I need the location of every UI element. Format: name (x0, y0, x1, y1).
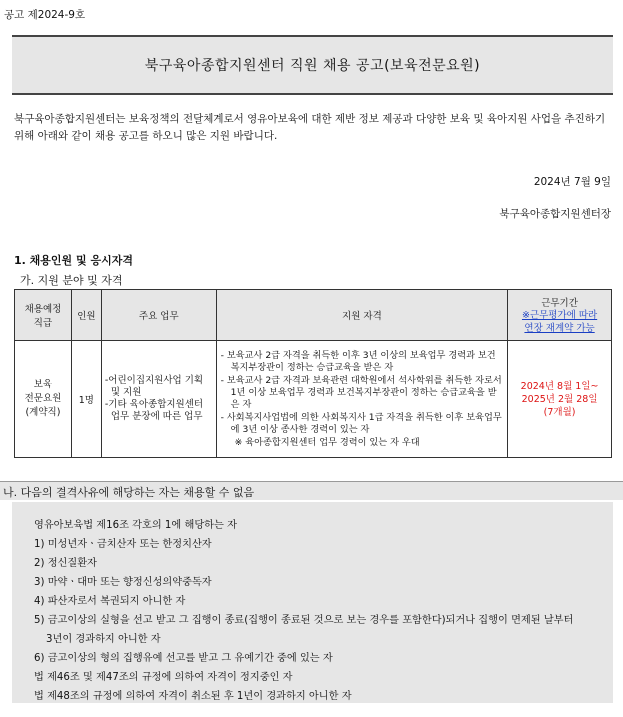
list-item: 5) 금고이상의 실형을 선고 받고 그 집행이 종료(집행이 종료된 것으로 보는 경우를 포함한다)되거나 집행이 면제된 날부터 (34, 615, 574, 626)
list-item: 1) 미성년자ㆍ금치산자 또는 한정치산자 (34, 539, 212, 550)
cell-count: 1명 (71, 341, 101, 458)
cell-position: 보육 전문요원 (계약직) (15, 341, 72, 458)
section1-heading: 1. 채용인원 및 응시자격 (14, 254, 133, 267)
header-qualifications: 지원 자격 (216, 290, 507, 341)
header-period: 근무기간 ※근무평가에 따라 연장 재계약 가능 (508, 290, 612, 341)
list-item: 3년이 경과하지 아니한 자 (46, 634, 161, 645)
issuer-name: 북구육아종합지원센터장 (499, 208, 611, 220)
title-banner (12, 35, 613, 95)
notice-number: 공고 제2024-9호 (4, 9, 86, 21)
qualification-item: - 보육교사 2급 자격을 취득한 이후 3년 이상의 보육업무 경력과 보건복지부장관이 정하는 승급교육을 받은 자 (220, 349, 496, 373)
list-item: 영유아보육법 제16조 각호의 1에 해당하는 자 (34, 520, 237, 531)
table-header-row (15, 290, 612, 341)
section2-heading: 나. 다음의 결격사유에 해당하는 자는 채용할 수 없음 (0, 481, 623, 500)
page-title: 북구육아종합지원센터 직원 채용 공고(보육전문요원) (144, 58, 481, 74)
header-position: 채용예정 직급 (15, 290, 72, 341)
qualification-item: - 보육교사 2급 자격과 보육관련 대학원에서 석사학위를 취득한 자로서 1년 이상 보육업무 경력과 보건복지부장관이 정하는 승급교육을 받은 자 (220, 374, 502, 410)
cell-duties: -어린이집지원사업 기획 및 지원 -기타 육아종합지원센터 업무 분장에 따른 업무 (101, 341, 216, 458)
announcement-date: 2024년 7월 9일 (533, 176, 611, 188)
qualification-note: ※ 육아종합지원센터 업무 경력이 있는 자 우대 (234, 436, 420, 448)
period-note-link[interactable]: ※근무평가에 따라 (521, 310, 598, 321)
list-item: 6) 금고이상의 형의 집행유예 선고를 받고 그 유예기간 중에 있는 자 (34, 653, 333, 664)
list-item: 법 제48조의 규정에 의하여 자격이 취소된 후 1년이 경과하지 아니한 자 (34, 691, 352, 702)
cell-period: 2024년 8월 1일~ 2025년 2월 28일 (7개월) (508, 341, 612, 458)
section1-subheading: 가. 지원 분야 및 자격 (20, 274, 123, 287)
qualification-item: - 사회복지사업법에 의한 사회복지사 1급 자격을 취득한 이후 보육업무에 3년 이상 종사한 경력이 있는 자 (220, 411, 502, 435)
period-note-link[interactable]: 연장 재계약 가능 (524, 323, 595, 334)
intro-paragraph: 북구육아종합지원센터는 보육정책의 전달체계로서 영유아보육에 대한 제반 정보 제공과 다양한 보육 및 육아지원 사업을 추진하기 위해 아래와 같이 채용 공고를 하오니 많은 지원 바랍니다. (14, 113, 606, 142)
recruitment-table (14, 289, 612, 458)
table-row (15, 341, 612, 458)
disqualification-list (12, 502, 613, 703)
cell-qualifications (216, 341, 507, 458)
list-item: 3) 마약ㆍ대마 또는 향정신성의약중독자 (34, 577, 212, 588)
header-duties: 주요 업무 (101, 290, 216, 341)
list-item: 법 제46조 및 제47조의 규정에 의하여 자격이 정지중인 자 (34, 672, 293, 683)
list-item: 2) 정신질환자 (34, 558, 97, 569)
list-item: 4) 파산자로서 복권되지 아니한 자 (34, 596, 186, 607)
header-count: 인원 (71, 290, 101, 341)
